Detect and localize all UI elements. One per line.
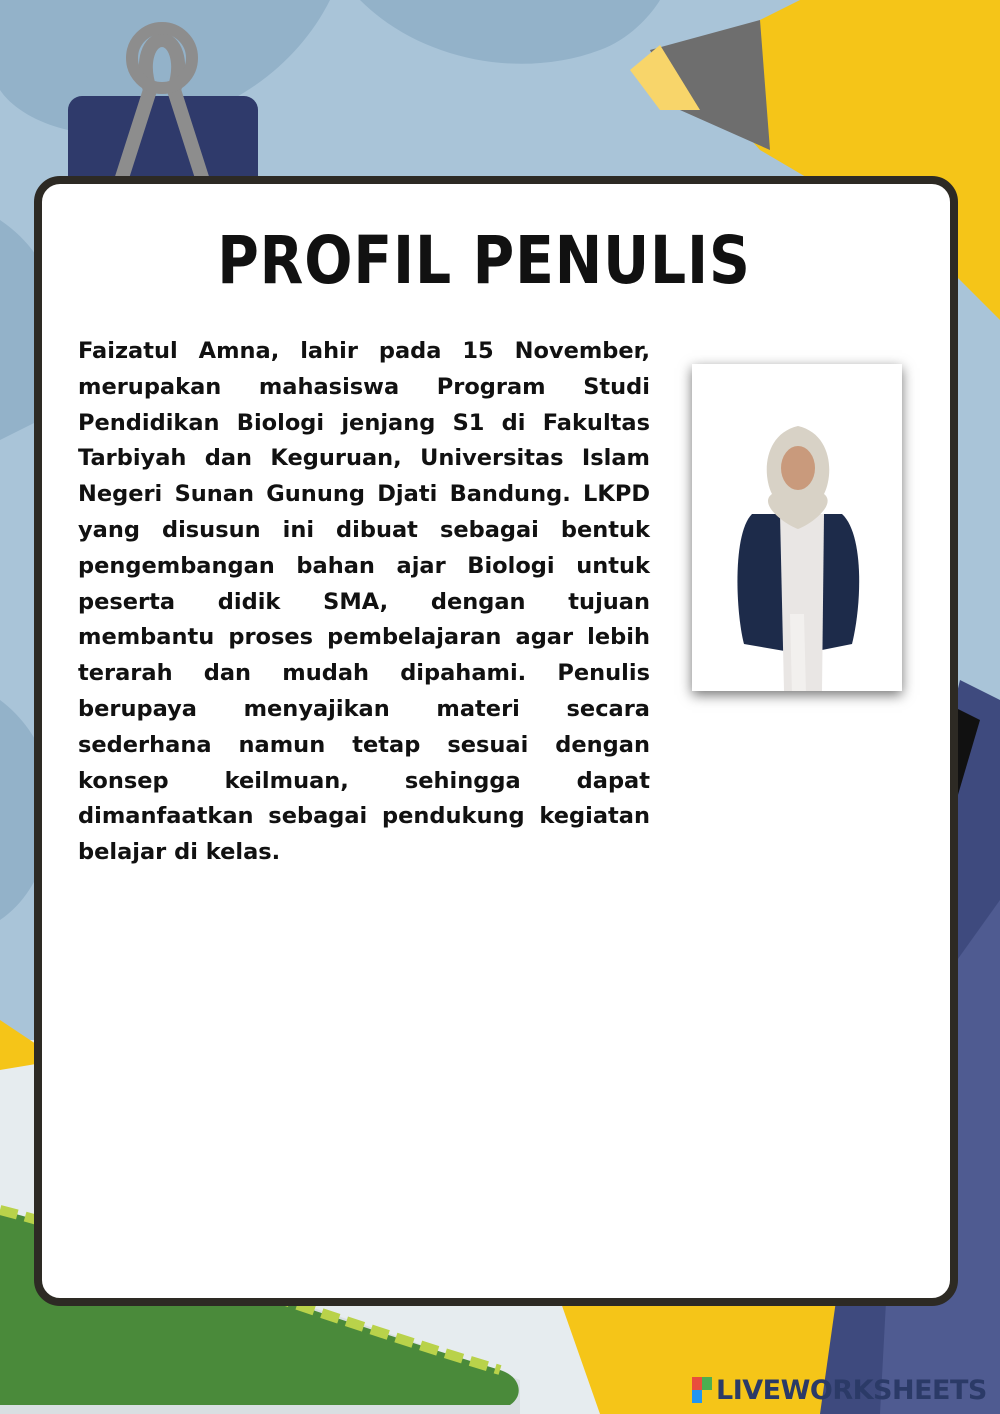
liveworksheets-logo-icon <box>692 1377 712 1403</box>
liveworksheets-watermark <box>692 1374 987 1406</box>
page-title: PROFIL PENULIS <box>217 222 751 299</box>
watermark-text: LIVEWORKSHEETS <box>716 1374 987 1406</box>
author-photo <box>692 364 902 691</box>
author-bio: Faizatul Amna, lahir pada 15 November, merupakan mahasiswa Program Studi Pendidikan Biologi jenjang S1 di Fakultas Tarbiyah dan Keguruan, Universitas Islam Negeri Sunan Gunung Djati Bandung. LKPD yang disusun ini dibuat sebagai bentuk pengembangan bahan ajar Biologi untuk peserta didik SMA, dengan tujuan membantu proses pembelajaran agar lebih terarah dan mudah dipahami. Penulis berupaya menyajikan materi secara sederhana namun tetap sesuai dengan konsep keilmuan, sehingga dapat dimanfaatkan sebagai pendukung kegiatan belajar di kelas. <box>78 338 650 866</box>
